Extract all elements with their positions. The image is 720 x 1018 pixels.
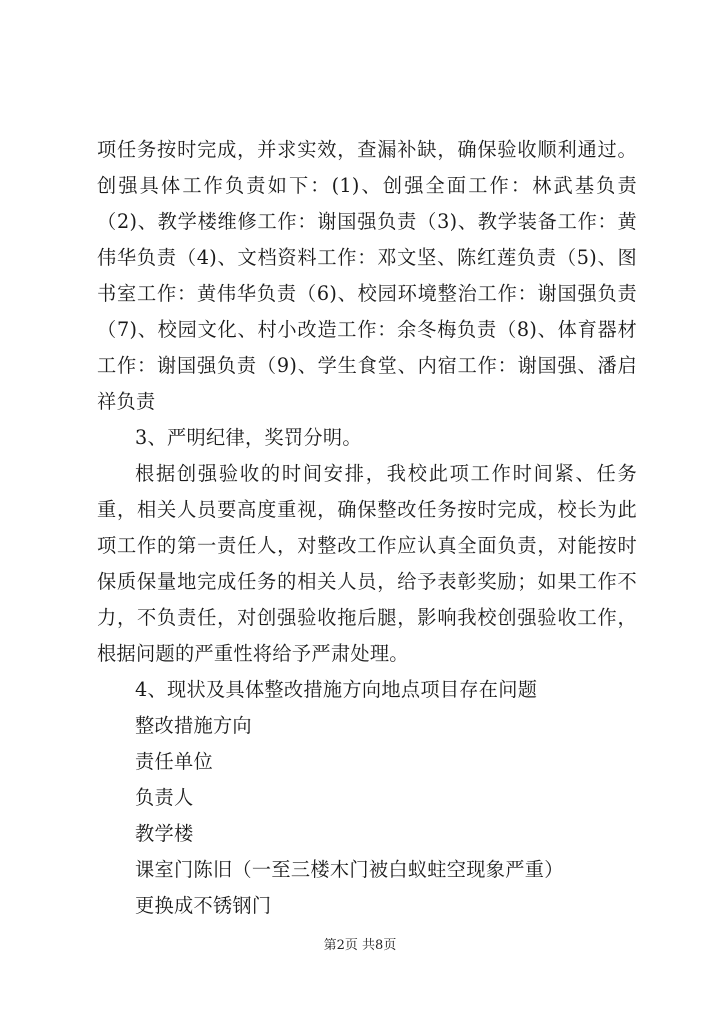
paragraph-discipline-details: 根据创强验收的时间安排，我校此项工作时间紧、任务重，相关人员要高度重视，确保整改任务按时完成，校长为此项工作的第一责任人，对整改工作应认真全面负责，对能按时保质保量地完成任务的相关人员，给予表彰奖励；如果工作不力，不负责任，对创强验收拖后腿，影响我校创强验收工作，根据问题的严重性将给予严肃处理。 — [97, 462, 637, 665]
paragraph-heading-status: 4、现状及具体整改措施方向地点项目存在问题 — [135, 678, 538, 701]
line-problem: 课室门陈旧（一至三楼木门被白蚁蛀空现象严重） — [135, 858, 564, 881]
line-rectification-direction: 整改措施方向 — [135, 714, 252, 737]
paragraph-heading-discipline: 3、严明纪律，奖罚分明。 — [135, 426, 362, 449]
line-responsible-person: 负责人 — [135, 786, 194, 809]
line-location: 教学楼 — [135, 822, 194, 845]
document-body — [97, 132, 637, 924]
paragraph-task-assignments: 项任务按时完成，并求实效，查漏补缺，确保验收顺利通过。创强具体工作负责如下：(1)、创强全面工作：林武基负责（2)、教学楼维修工作：谢国强负责（3)、教学装备工作：黄伟华负责（4)、文档资料工作：邓文坚、陈红莲负责（5)、图书室工作：黄伟华负责（6)、校园环境整治工作：谢国强负责（7)、校园文化、村小改造工作：余冬梅负责（8)、体育器材工作：谢国强负责（9)、学生食堂、内宿工作：谢国强、潘启祥负责 — [97, 138, 637, 413]
line-responsible-unit: 责任单位 — [135, 750, 213, 773]
page-number-footer: 第2页 共8页 — [323, 938, 397, 953]
line-measure: 更换成不锈钢门 — [135, 894, 272, 917]
